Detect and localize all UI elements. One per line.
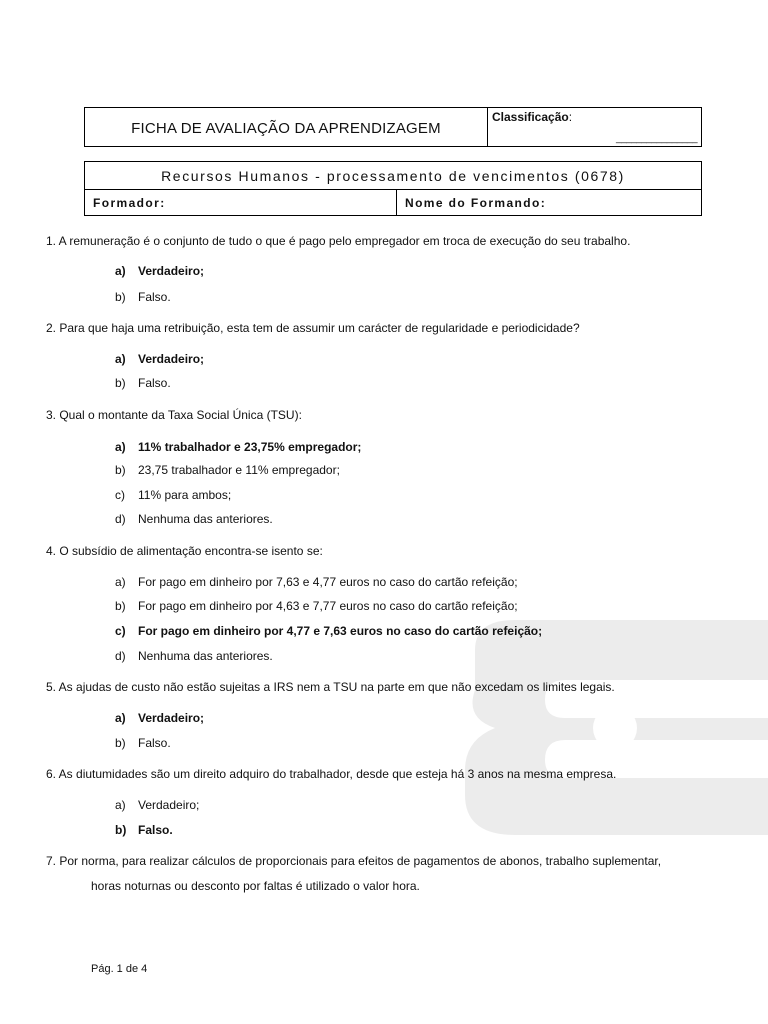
page-number: Pág. 1 de 4 [91,963,148,975]
option-4d: d) Nenhuma das anteriores. [115,649,273,663]
option-1b: b) Falso. [115,290,171,304]
classification-label: Classificação: [492,110,573,124]
option-3b: b) 23,75 trabalhador e 11% empregador; [115,463,340,477]
option-6b: b) Falso. [115,823,173,837]
option-3a: a) 11% trabalhador e 23,75% empregador; [115,440,362,454]
trainee-name-field: Nome do Formando: [405,196,547,210]
question-3: 3. Qual o montante da Taxa Social Única (TSU): [46,408,302,422]
option-2a: a) Verdadeiro; [115,352,205,366]
classification-line: ________________ [616,133,697,144]
question-2: 2. Para que haja uma retribuição, esta tem de assumir um carácter de regularidade e periodicidade? [46,321,580,335]
option-3c: c) 11% para ambos; [115,488,232,502]
course-info-table [84,161,702,216]
option-2b: b) Falso. [115,376,171,390]
question-6: 6. As diutumidades são um direito adquiro do trabalhador, desde que esteja há 3 anos na mesma empresa. [46,767,617,781]
question-1: 1. A remuneração é o conjunto de tudo o que é pago pelo empregador em troca de execução do seu trabalho. [46,234,631,248]
option-4c: c) For pago em dinheiro por 4,77 e 7,63 euros no caso do cartão refeição; [115,624,543,638]
option-4a: a) For pago em dinheiro por 7,63 e 4,77 euros no caso do cartão refeição; [115,575,518,589]
question-5: 5. As ajudas de custo não estão sujeitas a IRS nem a TSU na parte em que não excedam os limites legais. [46,680,615,694]
question-4: 4. O subsídio de alimentação encontra-se isento se: [46,544,323,558]
option-1a: a) Verdadeiro; [115,264,205,278]
question-7: 7. Por norma, para realizar cálculos de proporcionais para efeitos de pagamentos de abonos, trabalho suplementar, [46,854,662,868]
option-5a: a) Verdadeiro; [115,711,205,725]
option-3d: d) Nenhuma das anteriores. [115,512,273,526]
trainer-field: Formador: [85,190,397,216]
option-6a: a) Verdadeiro; [115,798,200,812]
option-5b: b) Falso. [115,736,171,750]
assessment-header [84,107,702,147]
classification-box [488,108,701,146]
question-7-continued: horas noturnas ou desconto por faltas é utilizado o valor hora. [91,879,420,893]
course-title: Recursos Humanos - processamento de vencimentos (0678) [85,162,701,190]
sheet-title: FICHA DE AVALIAÇÃO DA APRENDIZAGEM [85,108,488,146]
option-4b: b) For pago em dinheiro por 4,63 e 7,77 euros no caso do cartão refeição; [115,599,518,613]
